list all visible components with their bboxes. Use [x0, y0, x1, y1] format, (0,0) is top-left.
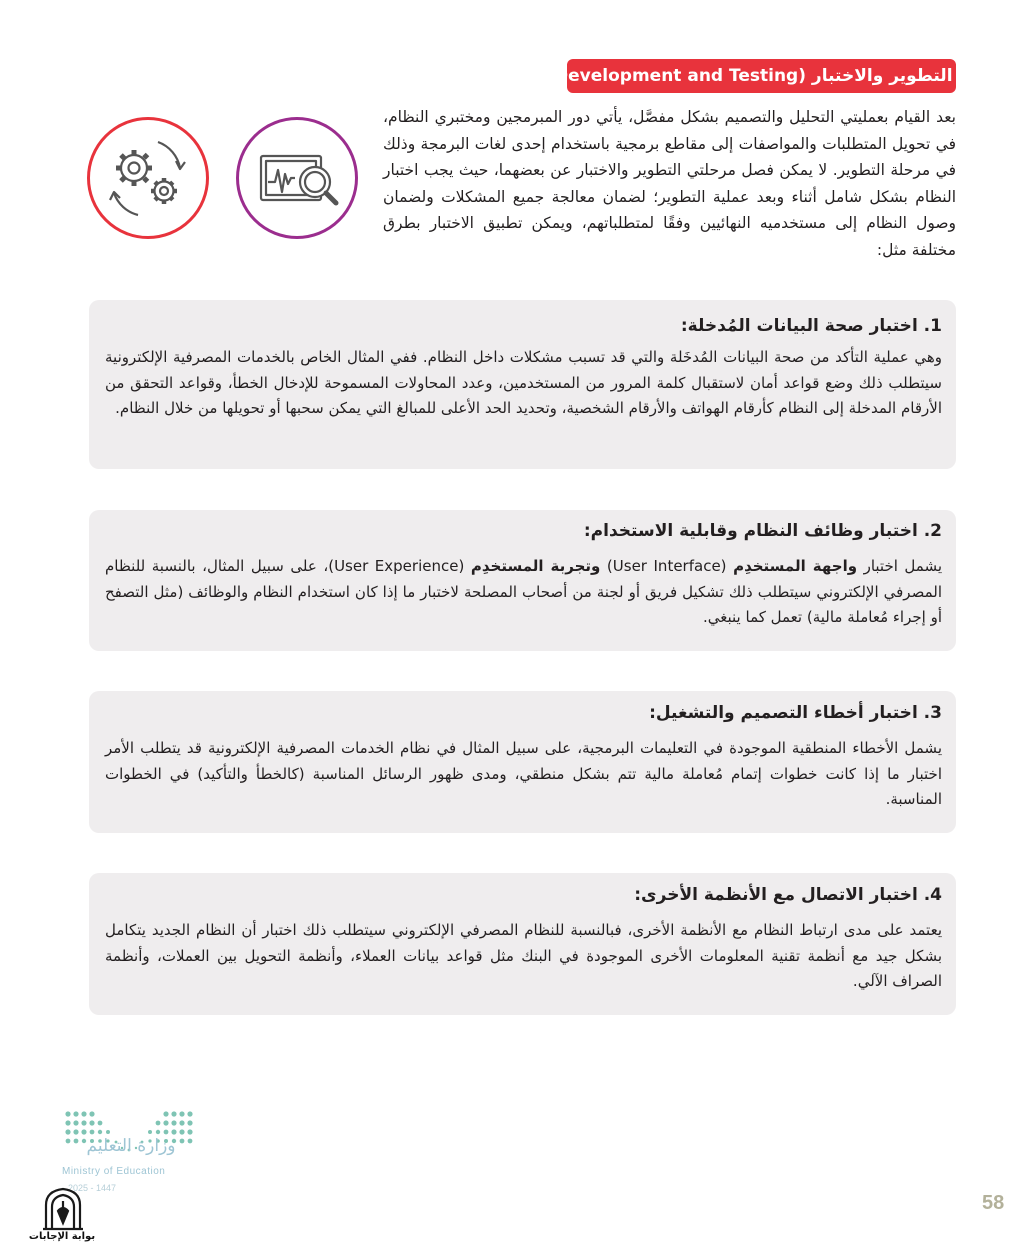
card-text-part: يشمل اختبار: [857, 557, 943, 575]
card-integration: [89, 873, 956, 1015]
card-text-part: (User Interface): [600, 557, 734, 575]
card-text: وهي عملية التأكد من صحة البيانات المُدخَلة والتي قد تسبب مشكلات داخل النظام. ففي المثال الخاص بالخدمات المصرفية الإلكترونية سيتطلب ذلك وضع قواعد أمان لاستقبال كلمة المرور من المستخدمين، وعدد المحاولات المسموحة للإدخال الخطأ، وقواعد التحقق من الأرقام المدخلة إلى النظام كأرقام الهواتف والأرقام الشخصية، وتحديد الحد الأعلى للمبالغ التي يمكن سحبها أو تحويلها من خلال النظام.: [105, 348, 942, 418]
site-logo-arch-icon: [38, 1187, 88, 1231]
card-text: يشمل الأخطاء المنطقية الموجودة في التعليمات البرمجية، على سبيل المثال في نظام الخدمات المصرفية الإلكترونية قد يتطلب الأمر اختبار ما إذا كانت خطوات إتمام مُعاملة مالية تتم بشكل منطقي، ومدى ظهور الرسائل المناسبة (كالخطأ والتأكيد) في الخطوات المناسبة.: [105, 739, 942, 809]
card-title: 2. اختبار وظائف النظام وقابلية الاستخدام:: [583, 521, 942, 541]
card-title: 4. اختبار الاتصال مع الأنظمة الأخرى:: [634, 885, 942, 905]
ministry-name-ar: وزارة التعليم: [86, 1136, 176, 1156]
section-title: 3. التطوير والاختبار (Development and Testing): [567, 59, 956, 93]
card-title: 3. اختبار أخطاء التصميم والتشغيل:: [649, 703, 942, 723]
card-design-errors: [89, 691, 956, 833]
card-text-bold: وتجربة المستخدِم: [470, 557, 601, 575]
site-label: بوابة الإجابات: [28, 1231, 96, 1242]
card-text: [105, 554, 942, 631]
ministry-year: 2025 - 1447: [68, 1183, 117, 1193]
monitor-magnifier-icon: [236, 117, 358, 239]
card-text: يعتمد على مدى ارتباط النظام مع الأنظمة الأخرى، فبالنسبة للنظام المصرفي الإلكتروني سيتطلب ذلك اختبار أن النظام الجديد يتكامل بشكل جيد مع أنظمة تقنية المعلومات الأخرى الموجودة في البنك مثل قواعد بيانات العملاء، وأنظمة التحويل بين العملات، وأنظمة الصراف الآلي.: [105, 921, 942, 991]
intro-paragraph: بعد القيام بعمليتي التحليل والتصميم بشكل مفصَّل، يأتي دور المبرمجين ومختبري النظام، في تحويل المتطلبات والمواصفات إلى مقاطع برمجية باستخدام إحدى لغات البرمجة وذلك في مرحلة التطوير. لا يمكن فصل مرحلتي التطوير والاختبار عن بعضهما، حيث يجب اختبار النظام بشكل شامل أثناء وبعد عملية التطوير؛ لضمان معالجة جميع المشكلات ولضمان وصول النظام إلى مستخدميه النهائيين وفقًا لمتطلباتهم، ويمكن تطبيق الاختبار بطرق مختلفة مثل:: [383, 108, 956, 259]
card-text-bold: واجهة المستخدِم: [733, 557, 858, 575]
card-title: 1. اختبار صحة البيانات المُدخلة:: [680, 316, 942, 336]
ministry-name-en: Ministry of Education: [62, 1166, 166, 1177]
gears-cycle-icon: [87, 117, 209, 239]
card-input-validation: [89, 300, 956, 469]
card-usability: [89, 510, 956, 651]
page-number: 58: [982, 1192, 1005, 1214]
card-text-part: (User Experience)، على سبيل المثال، بالنسبة للنظام المصرفي الإلكتروني سيتطلب ذلك تشكيل فريق أو لجنة من أصحاب المصلحة لاختبار ما إذا كان استخدام النظام والوظائف (مثل التصفح أو إجراء مُعاملة مالية) تعمل كما ينبغي.: [105, 557, 942, 627]
